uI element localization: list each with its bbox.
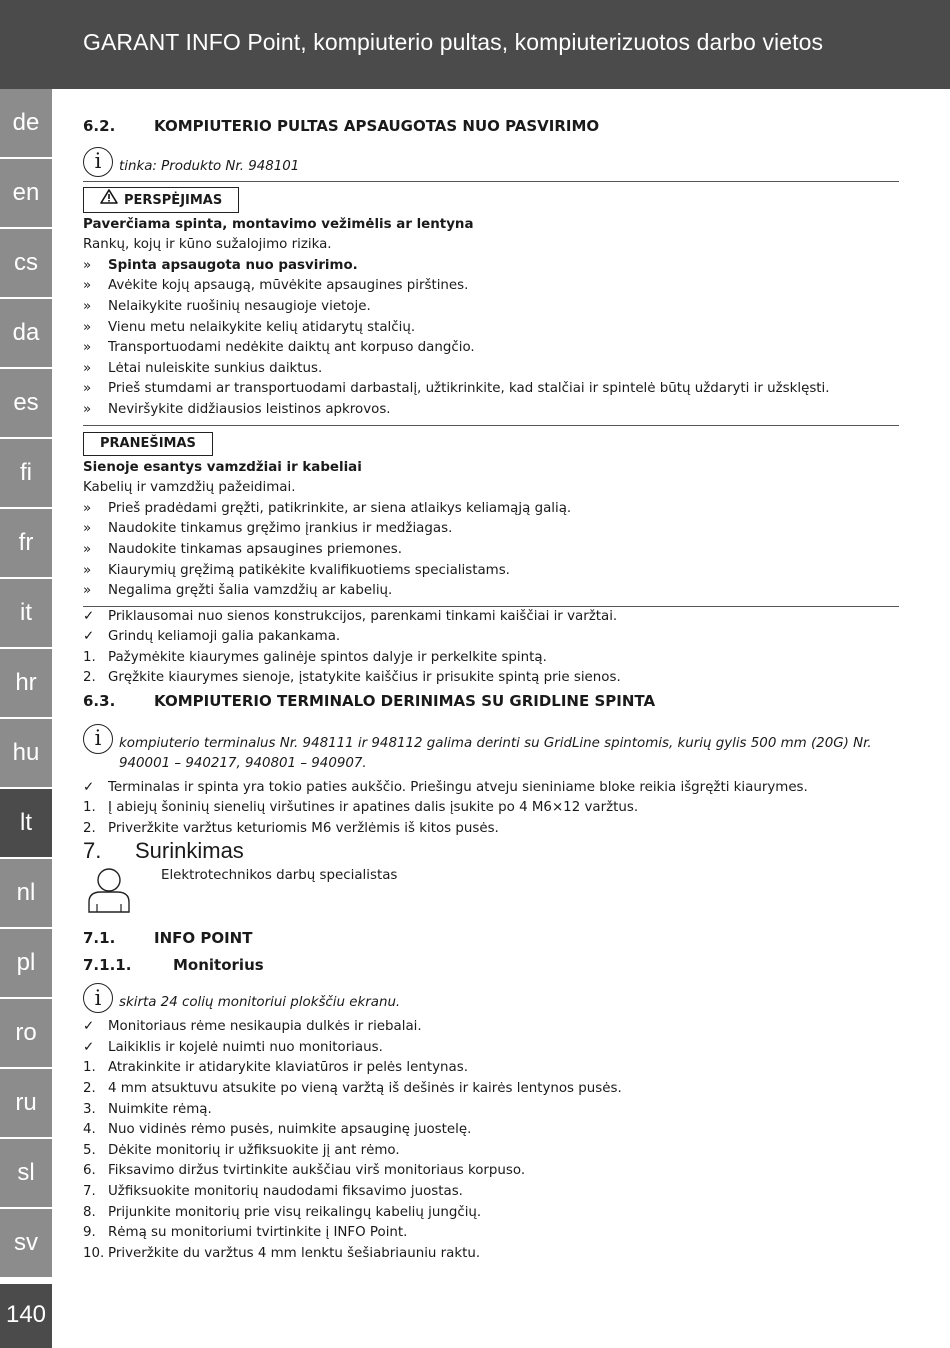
prerequisite-item	[83, 607, 899, 628]
language-tab-cs[interactable]: cs	[0, 229, 52, 297]
info-text: tinka: Produkto Nr. 948101	[119, 158, 300, 174]
item-text: Nelaikykite ruošinių nesaugioje vietoje.	[108, 298, 371, 314]
bullet-icon: »	[83, 360, 92, 376]
step-number: 4.	[83, 1122, 96, 1138]
section-number: 6.2.	[83, 117, 116, 135]
step-number: 2.	[83, 820, 96, 836]
notice-text: Kabelių ir vamzdžių pažeidimai.	[83, 480, 296, 496]
bullet-item	[83, 581, 899, 602]
prerequisite-item	[83, 627, 899, 648]
step-number: 1.	[83, 1060, 96, 1076]
item-text: Priveržkite du varžtus 4 mm lenktu šešiabriauniu raktu.	[108, 1245, 481, 1261]
section-title: KOMPIUTERIO PULTAS APSAUGOTAS NUO PASVIRIMO	[154, 117, 600, 135]
item-text: Dėkite monitorių ir užfiksuokite jį ant rėmo.	[108, 1142, 400, 1158]
prerequisite-item	[83, 1038, 899, 1059]
item-text: Transportuodami nedėkite daiktų ant korpuso dangčio.	[108, 340, 475, 356]
item-text: Nuimkite rėmą.	[108, 1101, 212, 1117]
item-text: Prieš stumdami ar transportuodami darbastalį, užtikrinkite, kad stalčiai ir spintelė būtų uždaryti ir užsklęsti.	[108, 381, 830, 397]
step-item	[83, 1244, 899, 1265]
info-icon: i	[83, 724, 113, 754]
warning-label-text: PERSPĖJIMAS	[124, 192, 223, 208]
chapter-title: Surinkimas	[135, 838, 244, 864]
step-item	[83, 648, 899, 669]
warning-text: Rankų, kojų ir kūno sužalojimo rizika.	[83, 237, 332, 253]
item-text: Naudokite tinkamus gręžimo įrankius ir medžiagas.	[108, 521, 453, 537]
bullet-item	[83, 338, 899, 359]
item-text: Vienu metu nelaikykite kelių atidarytų stalčių.	[108, 319, 416, 335]
bullet-icon: »	[83, 298, 92, 314]
section-title: Monitorius	[173, 955, 264, 974]
item-text: Lėtai nuleiskite sunkius daiktus.	[108, 360, 323, 376]
checkmark-icon: ✓	[83, 629, 95, 645]
step-number: 6.	[83, 1163, 96, 1179]
item-text: Nuo vidinės rėmo pusės, nuimkite apsauginę juostelę.	[108, 1122, 472, 1138]
section-heading-6-3	[83, 691, 899, 712]
item-text: Monitoriaus rėme nesikaupia dulkės ir riebalai.	[108, 1019, 422, 1035]
bullet-icon: »	[83, 278, 92, 294]
language-tab-fr[interactable]: fr	[0, 509, 52, 577]
language-tab-ro[interactable]: ro	[0, 999, 52, 1067]
step-number: 10.	[83, 1245, 105, 1261]
checkmark-icon: ✓	[83, 1039, 95, 1055]
item-text: Naudokite tinkamas apsaugines priemones.	[108, 541, 402, 557]
bullet-item	[83, 297, 899, 318]
step-list	[83, 648, 899, 689]
item-text: Neviršykite didžiausios leistinos apkrovos.	[108, 401, 391, 417]
language-tab-it[interactable]: it	[0, 579, 52, 647]
section-heading-7-1	[83, 928, 899, 949]
item-text: Fiksavimo diržus tvirtinkite aukščiau virš monitoriaus korpuso.	[108, 1163, 526, 1179]
section-number: 7.1.1.	[83, 955, 132, 974]
section-number: 7.1.	[83, 929, 116, 948]
step-item	[83, 798, 899, 819]
item-text: Prijunkite monitorių prie visų reikalingų kabelių jungčių.	[108, 1204, 482, 1220]
step-number: 8.	[83, 1204, 96, 1220]
prerequisite-list	[83, 1017, 899, 1058]
chapter-number: 7.	[83, 838, 102, 864]
step-item	[83, 1182, 899, 1203]
step-number: 9.	[83, 1225, 96, 1241]
notice-list	[83, 499, 899, 602]
bullet-item	[83, 400, 899, 421]
bullet-item	[83, 540, 899, 561]
step-number: 7.	[83, 1183, 96, 1199]
item-text: Avėkite kojų apsaugą, mūvėkite apsaugines pirštines.	[108, 278, 469, 294]
section-title: KOMPIUTERIO TERMINALO DERINIMAS SU GRIDLINE SPINTA	[154, 692, 656, 711]
bullet-item	[83, 499, 899, 520]
bullet-item	[83, 359, 899, 380]
item-text: Į abiejų šoninių sienelių viršutines ir apatines dalis įsukite po 4 M6×12 varžtus.	[108, 800, 639, 816]
personnel-text: Elektrotechnikos darbų specialistas	[161, 868, 398, 884]
step-list	[83, 1058, 899, 1264]
language-tab-sv[interactable]: sv	[0, 1209, 52, 1277]
info-text: kompiuterio terminalus Nr. 948111 ir 948112 galima derinti su GridLine spintomis, kurių gylis 500 mm (20G) Nr. 940001 – 940217, 940801 – 940907.	[119, 735, 872, 771]
step-item	[83, 668, 899, 689]
item-text: Terminalas ir spinta yra tokio paties aukščio. Priešingu atveju sieniniame bloke reikia išgręžti kiaurymes.	[108, 779, 808, 795]
section-number: 6.3.	[83, 692, 116, 711]
info-text: skirta 24 colių monitoriui plokščiu ekranu.	[119, 995, 401, 1011]
bullet-item	[83, 519, 899, 540]
language-tab-fi[interactable]: fi	[0, 439, 52, 507]
item-text: Rėmą su monitoriumi tvirtinkite į INFO Point.	[108, 1225, 408, 1241]
step-item	[83, 819, 899, 840]
bullet-icon: »	[83, 583, 92, 599]
checkmark-icon: ✓	[83, 1019, 95, 1035]
step-list	[83, 798, 899, 839]
divider	[83, 181, 899, 182]
step-item	[83, 1141, 899, 1162]
bullet-item	[83, 379, 899, 400]
checkmark-icon: ✓	[83, 779, 95, 795]
document-body	[83, 110, 899, 1264]
step-item	[83, 1058, 899, 1079]
bullet-icon: »	[83, 562, 92, 578]
checkmark-icon: ✓	[83, 608, 95, 624]
step-item	[83, 1120, 899, 1141]
language-tab-lt[interactable]: lt	[0, 789, 52, 857]
qualified-personnel	[83, 866, 899, 914]
info-note	[83, 724, 899, 774]
warning-list	[83, 256, 899, 421]
bullet-item	[83, 318, 899, 339]
section-heading-6-2	[83, 116, 899, 137]
notice-heading: Sienoje esantys vamzdžiai ir kabeliai	[83, 459, 362, 475]
prerequisite-list	[83, 607, 899, 648]
item-text: Negalima gręžti šalia vamzdžių ar kabelių.	[108, 583, 393, 599]
step-number: 2.	[83, 670, 96, 686]
step-item	[83, 1100, 899, 1121]
language-tab-nl[interactable]: nl	[0, 859, 52, 927]
item-text: Priveržkite varžtus keturiomis M6 veržlėmis iš kitos pusės.	[108, 820, 499, 836]
bullet-item	[83, 276, 899, 297]
language-tab-pl[interactable]: pl	[0, 929, 52, 997]
item-text: Spinta apsaugota nuo pasvirimo.	[108, 257, 358, 273]
chapter-heading-7	[83, 838, 899, 864]
info-note	[83, 983, 899, 1013]
prerequisite-list	[83, 778, 899, 799]
person-icon	[87, 866, 135, 914]
item-text: Kiaurymių gręžimą patikėkite kvalifikuotiems specialistams.	[108, 562, 510, 578]
item-text: Užfiksuokite monitorių naudodami fiksavimo juostas.	[108, 1183, 463, 1199]
notice-label-text: PRANEŠIMAS	[100, 435, 196, 451]
language-tab-ru[interactable]: ru	[0, 1069, 52, 1137]
prerequisite-item	[83, 778, 899, 799]
info-icon: i	[83, 147, 113, 177]
language-tab-hu[interactable]: hu	[0, 719, 52, 787]
page-number: 140	[0, 1284, 52, 1348]
step-item	[83, 1161, 899, 1182]
subsection-heading-7-1-1	[83, 955, 899, 976]
step-item	[83, 1203, 899, 1224]
language-sidebar	[0, 89, 52, 1279]
item-text: 4 mm atsuktuvu atsukite po vieną varžtą iš dešinės ir kairės lentynos pusės.	[108, 1081, 622, 1096]
item-text: Gręžkite kiaurymes sienoje, įstatykite kaiščius ir prisukite spintą prie sienos.	[108, 670, 621, 686]
bullet-item	[83, 561, 899, 582]
item-text: Laikiklis ir kojelė nuimti nuo monitoriaus.	[108, 1039, 383, 1055]
warning-heading: Paverčiama spinta, montavimo vežimėlis ar lentyna	[83, 216, 474, 232]
bullet-icon: »	[83, 401, 92, 417]
language-tab-en[interactable]: en	[0, 159, 52, 227]
item-text: Prieš pradėdami gręžti, patikrinkite, ar siena atlaikys keliamąją galią.	[108, 500, 572, 516]
bullet-icon: »	[83, 521, 92, 537]
item-text: Priklausomai nuo sienos konstrukcijos, parenkami tinkami kaiščiai ir varžtai.	[108, 608, 618, 624]
section-title: INFO POINT	[154, 929, 253, 948]
language-tab-da[interactable]: da	[0, 299, 52, 367]
page-header	[0, 0, 950, 89]
language-tab-sl[interactable]: sl	[0, 1139, 52, 1207]
page-title: GARANT INFO Point, kompiuterio pultas, kompiuterizuotos darbo vietos	[83, 29, 824, 55]
bullet-item	[83, 256, 899, 277]
item-text: Atrakinkite ir atidarykite klaviatūros ir pelės lentynas.	[108, 1060, 468, 1076]
bullet-icon: »	[83, 319, 92, 335]
language-tab-es[interactable]: es	[0, 369, 52, 437]
divider	[83, 425, 899, 426]
bullet-icon: »	[83, 257, 92, 273]
step-number: 5.	[83, 1142, 96, 1158]
bullet-icon: »	[83, 340, 92, 356]
warning-label	[83, 187, 239, 213]
prerequisite-item	[83, 1017, 899, 1038]
item-text: Pažymėkite kiaurymes galinėje spintos dalyje ir perkelkite spintą.	[108, 649, 547, 665]
bullet-icon: »	[83, 500, 92, 516]
info-icon: i	[83, 983, 113, 1013]
step-number: 3.	[83, 1101, 96, 1117]
step-item	[83, 1079, 899, 1100]
item-text: Grindų keliamoji galia pakankama.	[108, 629, 341, 645]
bullet-icon: »	[83, 381, 92, 397]
step-number: 2.	[83, 1081, 96, 1096]
step-number: 1.	[83, 649, 96, 665]
language-tab-hr[interactable]: hr	[0, 649, 52, 717]
notice-label	[83, 432, 213, 456]
warning-triangle-icon	[100, 189, 118, 211]
info-note	[83, 147, 899, 177]
bullet-icon: »	[83, 541, 92, 557]
language-tab-de[interactable]: de	[0, 89, 52, 157]
step-item	[83, 1223, 899, 1244]
step-number: 1.	[83, 800, 96, 816]
